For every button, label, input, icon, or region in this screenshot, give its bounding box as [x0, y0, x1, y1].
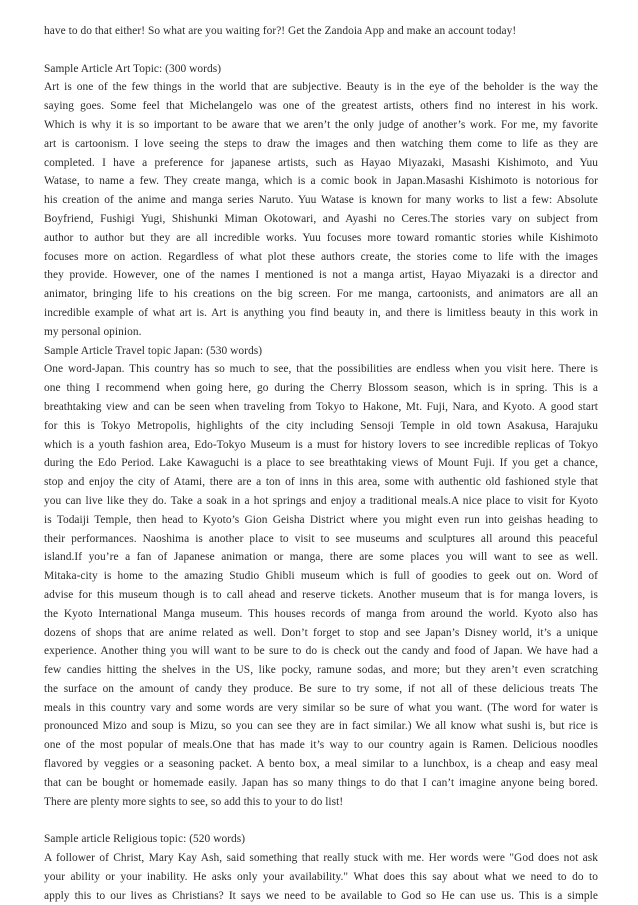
body-line: during the Edo Period. Lake Kawaguchi is a place to see breathtaking views of Mount Fuji. If you get a chance,: [44, 457, 598, 470]
body-line: focuses more on action. Regardless of what plot these authors create, the stories come to life with the images: [44, 250, 598, 263]
body-line: island.If you’re a fan of Japanese animation or manga, there are some places you will want to see as well.: [44, 551, 598, 564]
body-line: their performances. Naoshima is another place to visit to see museums and sculptures all around this peaceful: [44, 532, 598, 545]
travel-body: [44, 360, 598, 811]
religious-body: [44, 849, 598, 905]
body-line: one of the most popular of meals.One that has made it’s way to our country again is Ramen. Delicious noodles: [44, 739, 598, 752]
body-line: his creation of the anime and manga series Naruto. Yuu Watase is known for many works to list a few: Absolute: [44, 194, 598, 207]
body-line: Art is one of the few things in the world that are subjective. Beauty is in the eye of the beholder is the way the: [44, 81, 598, 94]
body-line: stop and enjoy the city of Atami, there are a ton of inns in this area, some with authentic old fashioned style that: [44, 476, 598, 489]
body-line: pronounced Mizo and soup is Mizu, so you can see they are in fact similar.) We all know what sushi is, but rice is: [44, 720, 598, 733]
art-heading: Sample Article Art Topic: (300 words): [44, 62, 222, 75]
body-line: apply this to our lives as Christians? It says we need to be available to God so He can use us. This is a simple: [44, 889, 598, 902]
body-line: is Todaiji Temple, then head to Kyoto’s Gion Geisha District where you might even run into geishas heading to: [44, 513, 598, 526]
body-line: the surface on the amount of candy they produce. Be sure to try some, if not all of these delicious treats The: [44, 682, 598, 695]
body-line: for this is Tokyo Metropolis, highlights of the city including Sensoji Temple in old town Asakusa, Harajuku: [44, 419, 598, 432]
body-line: saying goes. Some feel that Michelangelo was one of the greatest artists, others find no interest in his work.: [44, 100, 598, 113]
body-line: completed. I have a preference for japanese artists, such as Hayao Miyazaki, Masashi Kishimoto, and Yuu: [44, 156, 598, 169]
body-line: advise for this museum though is to call ahead and reserve tickets. Another museum that is for manga lovers, is: [44, 588, 598, 601]
body-line: that can be bought or homemade easily. Japan has so many things to do that I can’t imagine anyone being bored.: [44, 776, 598, 789]
body-line: Which is why it is so important to be aware that we aren’t the only judge of another’s work. For me, my favorite: [44, 118, 598, 131]
body-line: Boyfriend, Fushigi Yugi, Shishunki Miman Okotowari, and Ayashi no Ceres.The stories vary on subject from: [44, 212, 598, 225]
body-line: the Kyoto International Manga museum. This houses records of manga from around the world. Kyoto also has: [44, 607, 598, 620]
intro-tail-line: have to do that either! So what are you waiting for?! Get the Zandoia App and make an account today!: [44, 25, 517, 37]
body-line: breathtaking view and can be seen when traveling from Tokyo to Hakone, Mt. Fuji, Nara, and Kyoto. A good start: [44, 400, 598, 413]
body-line: few candies hitting the shelves in the US, like pocky, ramune sodas, and more; but they aren’t even scratching: [44, 664, 598, 677]
body-line: art is cartoonism. I love seeing the steps to draw the images and then watching them come to life as they are: [44, 137, 598, 150]
body-line: which is a youth fashion area, Edo-Tokyo Museum is a must for history lovers to see incredible replicas of Tokyo: [44, 438, 598, 451]
body-line: Watase, to name a few. They create manga, which is a comic book in Japan.Masashi Kishimoto is notorious for: [44, 175, 598, 188]
body-line: my personal opinion.: [44, 325, 142, 338]
body-line: There are plenty more sights to see, so add this to your to do list!: [44, 795, 344, 808]
body-line: author to author but they are all incredible works. Yuu focuses more toward romantic stories while Kishimoto: [44, 231, 598, 244]
art-body: [44, 78, 598, 341]
body-line: One word-Japan. This country has so much to see, that the possibilities are endless when you visit here. There is: [44, 363, 598, 376]
body-line: flavored by veggies or a seasoning packet. A bento box, a meal similar to a lunchbox, is a cheap and easy meal: [44, 758, 598, 771]
body-line: A follower of Christ, Mary Kay Ash, said something that really stuck with me. Her words were "God does not ask: [44, 852, 598, 865]
body-line: meals in this country vary and some words are very similar so be sure of what you want. (The word for water is: [44, 701, 598, 714]
body-line: experience. Another thing you will want to be sure to do is check out the candy and food of Japan. We have had a: [44, 645, 598, 658]
body-line: incredible example of what art is. Art is anything you find beauty in, and there is limitless beauty in this work in: [44, 306, 598, 319]
body-line: you can live like they do. Take a soak in a hot springs and enjoy a traditional meals.A nice place to visit for Kyoto: [44, 494, 598, 507]
travel-heading: Sample Article Travel topic Japan: (530 words): [44, 344, 263, 357]
body-line: animator, bringing life to his creations on the big screen. For me manga, cartoonists, and animators are all an: [44, 288, 598, 301]
body-line: your ability or your inability. He asks only your availability." What does this say about what we need to do to: [44, 870, 598, 883]
body-line: dozens of shops that are anime related as well. Don’t forget to stop and see Japan’s Disney world, it’s a unique: [44, 626, 598, 639]
religious-heading: Sample article Religious topic: (520 words): [44, 833, 246, 846]
body-line: one thing I recommend when going here, go during the Cherry Blossom season, which is in spring. This is a: [44, 382, 598, 395]
body-line: Mitaka-city is home to the amazing Studio Ghibli museum which is full of goodies to geek out on. Word of: [44, 570, 598, 583]
body-line: they provide. However, one of the names I mentioned is not a manga artist, Hayao Miyazaki is a director and: [44, 269, 598, 282]
